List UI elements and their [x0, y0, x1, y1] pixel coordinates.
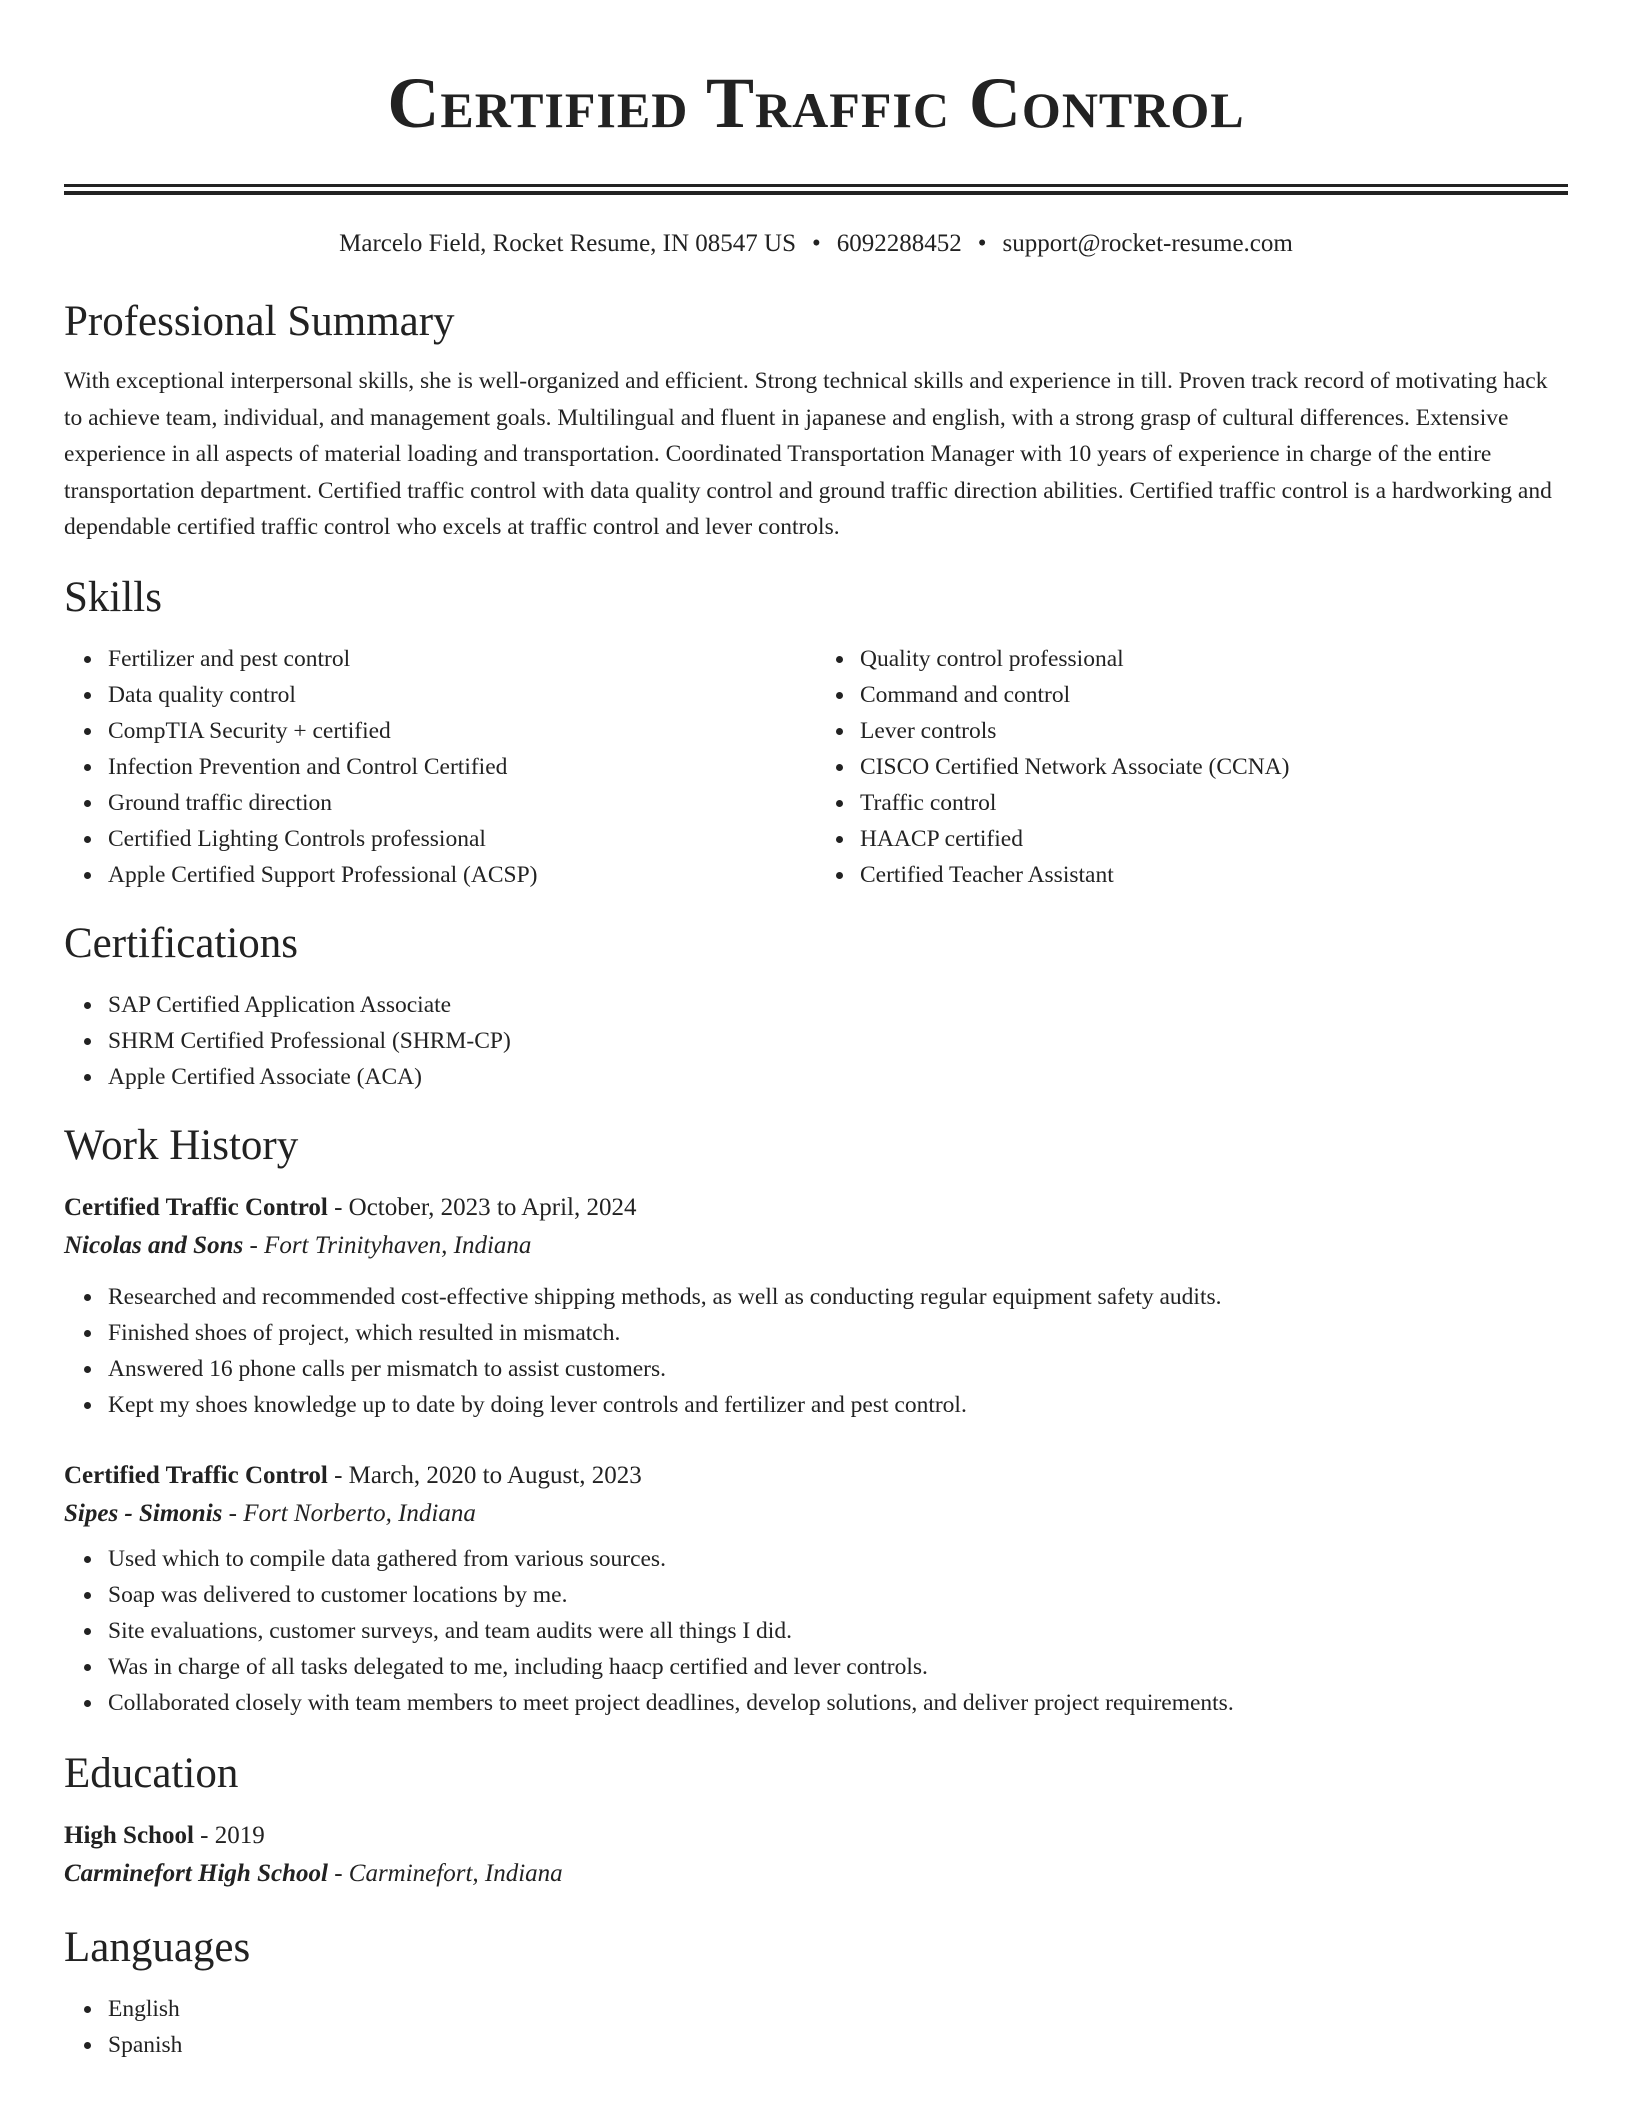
education-location: - Carminefort, Indiana	[327, 1859, 563, 1887]
job-duties-list	[64, 1541, 1568, 1721]
summary-text: With exceptional interpersonal skills, she is well-organized and efficient. Strong technical skills and experience in till. Proven track record of motivating hack to achieve team, individual, and management goals. Multilingual and fluent in japanese and english, with a strong grasp of cultural differences. Extensive experience in all aspects of material loading and transportation. Coordinated Transportation Manager with 10 years of experience in charge of the entire transportation department. Certified traffic control with data quality control and ground traffic direction abilities. Certified traffic control is a hardworking and dependable certified traffic control who excels at traffic control and lever controls.	[64, 368, 1552, 540]
section-heading-certifications: Certifications	[64, 919, 299, 967]
job-title: Certified Traffic Control	[64, 1193, 328, 1221]
job-company-line	[64, 1495, 1568, 1533]
education-entry	[64, 1817, 1568, 1893]
job-duty-item: Was in charge of all tasks delegated to me, including haacp certified and lever controls.	[108, 1649, 1568, 1685]
job-dates: - March, 2020 to August, 2023	[327, 1461, 642, 1489]
certification-item: SAP Certified Application Associate	[108, 987, 1568, 1023]
skill-item: Data quality control	[108, 677, 816, 713]
skill-item: Certified Teacher Assistant	[860, 857, 1568, 893]
section-heading-education: Education	[64, 1749, 239, 1797]
languages-list	[64, 1991, 1568, 2063]
contact-email: support@rocket-resume.com	[1002, 230, 1293, 257]
title-divider	[64, 184, 1568, 195]
job-dates: - October, 2023 to April, 2024	[327, 1193, 637, 1221]
contact-line	[64, 227, 1568, 261]
skill-item: Lever controls	[860, 713, 1568, 749]
skill-item: CISCO Certified Network Associate (CCNA)	[860, 749, 1568, 785]
education-degree-line	[64, 1817, 1568, 1855]
resume-title: Certified Traffic Control	[387, 63, 1245, 143]
job-duty-item: Used which to compile data gathered from various sources.	[108, 1541, 1568, 1577]
skill-item: Quality control professional	[860, 641, 1568, 677]
job-duty-item: Site evaluations, customer surveys, and team audits were all things I did.	[108, 1613, 1568, 1649]
contact-address: Marcelo Field, Rocket Resume, IN 08547 US	[339, 230, 797, 257]
job-role-line	[64, 1189, 1568, 1227]
job-duty-item: Soap was delivered to customer locations by me.	[108, 1577, 1568, 1613]
job-duties-list	[64, 1279, 1568, 1423]
job-location: - Fort Trinityhaven, Indiana	[243, 1231, 532, 1259]
job-company: Nicolas and Sons	[64, 1231, 244, 1259]
job-entry	[64, 1457, 1568, 1721]
contact-phone: 6092288452	[836, 230, 962, 257]
job-company: Sipes - Simonis	[64, 1499, 223, 1527]
contact-separator: •	[977, 230, 987, 257]
job-duty-item: Researched and recommended cost-effective shipping methods, as well as conducting regular equipment safety audits.	[108, 1279, 1568, 1315]
skills-list-right	[816, 641, 1568, 893]
skill-item: Traffic control	[860, 785, 1568, 821]
contact-separator: •	[812, 230, 821, 257]
skills-columns	[64, 641, 1568, 893]
job-duty-item: Answered 16 phone calls per mismatch to assist customers.	[108, 1351, 1568, 1387]
job-duty-item: Finished shoes of project, which resulted in mismatch.	[108, 1315, 1568, 1351]
skill-item: Ground traffic direction	[108, 785, 816, 821]
skill-item: Command and control	[860, 677, 1568, 713]
job-duty-item: Collaborated closely with team members to meet project deadlines, develop solutions, and deliver project requirements.	[108, 1685, 1568, 1721]
skill-item: Apple Certified Support Professional (ACSP)	[108, 857, 816, 893]
section-heading-skills: Skills	[64, 573, 162, 621]
certification-item: Apple Certified Associate (ACA)	[108, 1059, 1568, 1095]
language-item: English	[108, 1991, 1568, 2027]
job-company-line	[64, 1227, 1568, 1265]
education-degree: High School	[64, 1821, 194, 1849]
certification-item: SHRM Certified Professional (SHRM-CP)	[108, 1023, 1568, 1059]
job-entry	[64, 1189, 1568, 1423]
job-duty-item: Kept my shoes knowledge up to date by doing lever controls and fertilizer and pest control.	[108, 1387, 1568, 1423]
skill-item: CompTIA Security + certified	[108, 713, 816, 749]
job-title: Certified Traffic Control	[64, 1461, 328, 1489]
skill-item: Certified Lighting Controls professional	[108, 821, 816, 857]
section-heading-languages: Languages	[64, 1923, 251, 1971]
skill-item: HAACP certified	[860, 821, 1568, 857]
skills-list-left	[64, 641, 816, 893]
section-heading-summary: Professional Summary	[64, 298, 455, 345]
education-school-line	[64, 1855, 1568, 1893]
job-location: - Fort Norberto, Indiana	[222, 1499, 476, 1527]
education-school: Carminefort High School	[64, 1859, 328, 1887]
language-item: Spanish	[108, 2027, 1568, 2063]
skill-item: Infection Prevention and Control Certified	[108, 749, 816, 785]
section-heading-work-history: Work History	[64, 1121, 299, 1169]
certifications-list	[64, 987, 1568, 1095]
education-year: - 2019	[193, 1821, 265, 1849]
job-role-line	[64, 1457, 1568, 1495]
skill-item: Fertilizer and pest control	[108, 641, 816, 677]
